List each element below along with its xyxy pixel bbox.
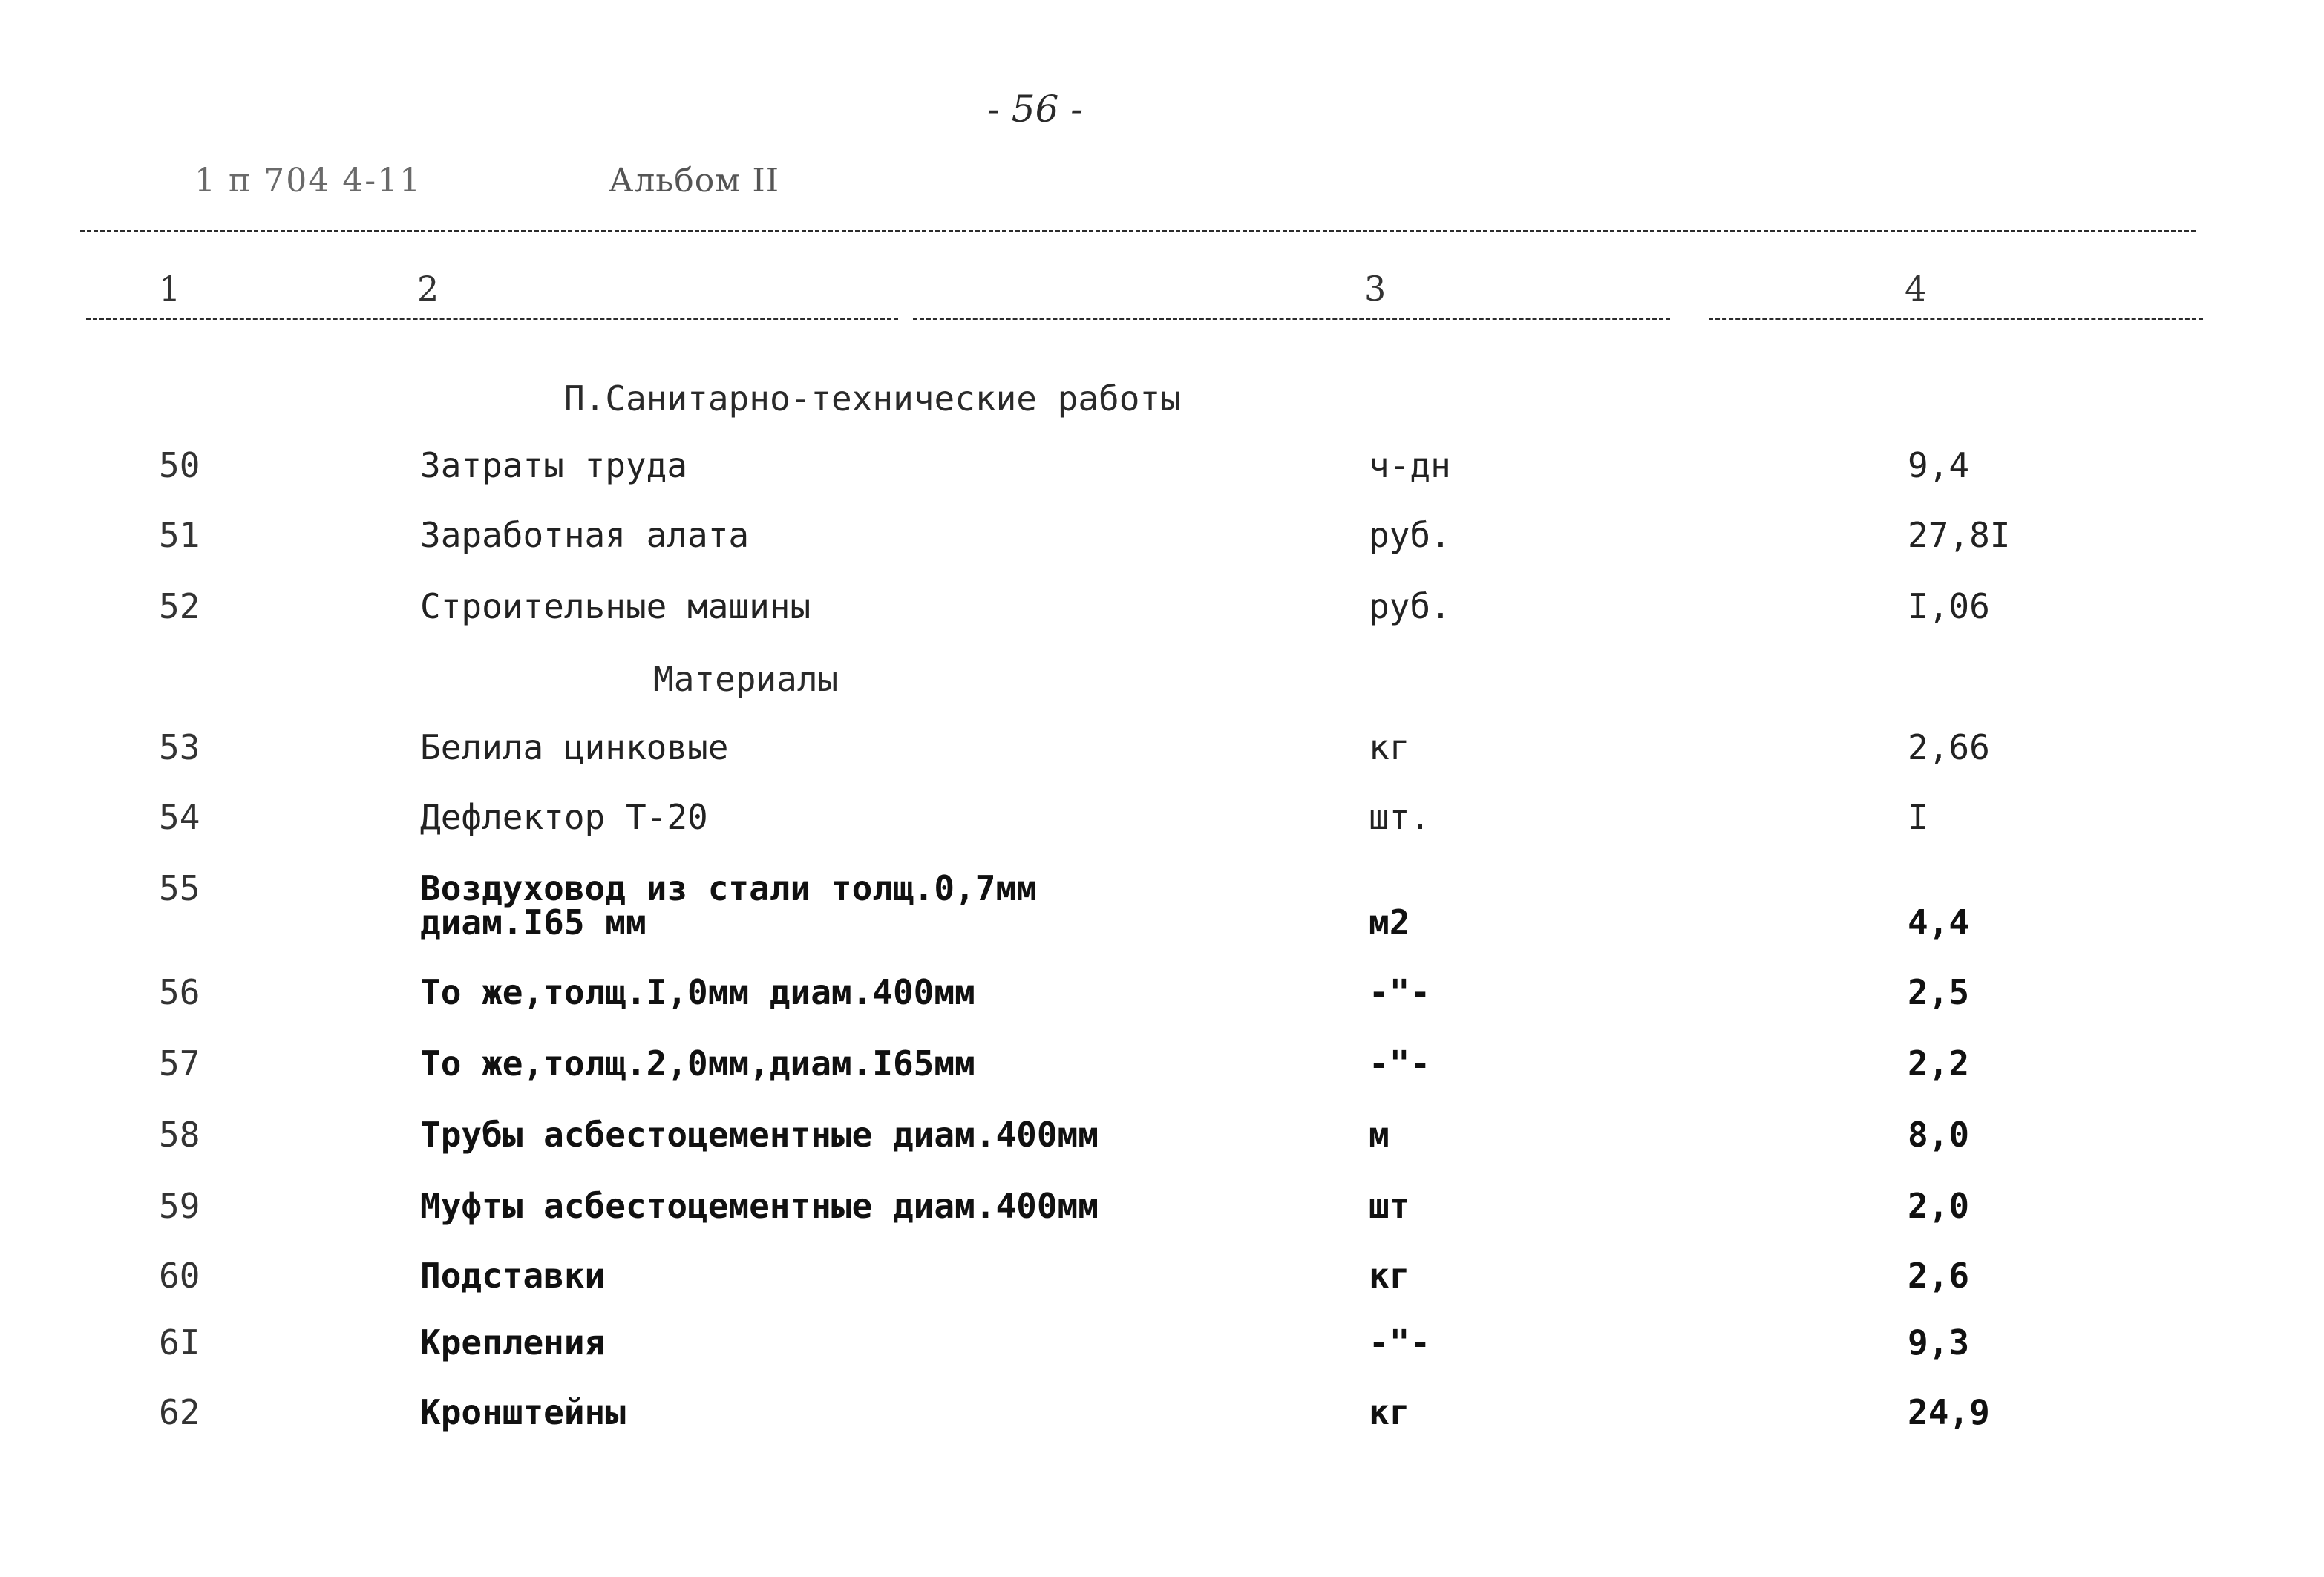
item-value: I xyxy=(1908,797,1928,837)
column-header-4: 4 xyxy=(1905,269,1927,309)
item-name: Крепления xyxy=(420,1322,606,1363)
item-name: Трубы асбестоцементные диам.400мм xyxy=(420,1115,1099,1155)
row-number: 58 xyxy=(159,1115,200,1155)
item-unit: руб. xyxy=(1369,586,1451,626)
section-title-sanitary: П.Санитарно-технические работы xyxy=(564,378,1181,419)
item-name: Воздуховод из стали толщ.0,7мм xyxy=(420,868,1037,908)
item-value: 4,4 xyxy=(1908,902,1970,942)
item-value: 27,8I xyxy=(1908,515,2011,555)
row-number: 50 xyxy=(159,445,200,485)
item-value: I,06 xyxy=(1908,586,1990,626)
page-number: - 56 - xyxy=(987,88,1084,131)
item-unit: шт xyxy=(1369,1186,1410,1226)
item-name: Дефлектор Т-20 xyxy=(420,797,708,837)
item-value: 9,4 xyxy=(1908,445,1970,485)
item-name: Кронштейны xyxy=(420,1392,626,1432)
row-number: 52 xyxy=(159,586,200,626)
column-head-rule-1 xyxy=(86,318,898,320)
column-head-rule-2 xyxy=(913,318,1670,320)
item-value: 24,9 xyxy=(1908,1392,1990,1432)
column-head-rule-3 xyxy=(1709,318,2203,320)
item-name: Строительные машины xyxy=(420,586,811,626)
item-name: То же,толщ.I,0мм диам.400мм xyxy=(420,972,975,1012)
row-number: 60 xyxy=(159,1256,200,1296)
item-unit: ч-дн xyxy=(1369,445,1451,485)
item-name: Затраты труда xyxy=(420,445,688,485)
row-number: 51 xyxy=(159,515,200,555)
column-header-1: 1 xyxy=(159,269,181,309)
item-unit: шт. xyxy=(1369,797,1431,837)
item-value: 9,3 xyxy=(1908,1322,1970,1363)
item-value: 2,6 xyxy=(1908,1256,1970,1296)
row-number: 56 xyxy=(159,972,200,1012)
row-number: 59 xyxy=(159,1186,200,1226)
item-unit: кг xyxy=(1369,1256,1410,1296)
item-unit: м xyxy=(1369,1115,1390,1155)
item-value: 8,0 xyxy=(1908,1115,1970,1155)
album-label: Альбом II xyxy=(609,162,780,200)
header-rule xyxy=(80,230,2196,232)
item-unit: кг xyxy=(1369,727,1410,767)
item-value: 2,0 xyxy=(1908,1186,1970,1226)
item-unit: -"- xyxy=(1369,972,1431,1012)
item-name-continued: диам.I65 мм xyxy=(420,902,647,942)
item-name: Заработная алата xyxy=(420,515,750,555)
item-unit: кг xyxy=(1369,1392,1410,1432)
item-name: Подставки xyxy=(420,1256,606,1296)
item-name: То же,толщ.2,0мм,диам.I65мм xyxy=(420,1043,975,1083)
column-header-3: 3 xyxy=(1364,269,1387,309)
item-unit: -"- xyxy=(1369,1043,1431,1083)
item-value: 2,2 xyxy=(1908,1043,1970,1083)
item-unit: -"- xyxy=(1369,1322,1431,1363)
item-unit: руб. xyxy=(1369,515,1451,555)
column-header-2: 2 xyxy=(417,269,439,309)
item-value: 2,5 xyxy=(1908,972,1970,1012)
document-code: 1 п 704 4-11 xyxy=(194,162,422,200)
row-number: 62 xyxy=(159,1392,200,1432)
item-value: 2,66 xyxy=(1908,727,1990,767)
row-number: 55 xyxy=(159,868,200,908)
row-number: 53 xyxy=(159,727,200,767)
item-unit: м2 xyxy=(1369,902,1410,942)
row-number: 54 xyxy=(159,797,200,837)
row-number: 6I xyxy=(159,1322,200,1363)
item-name: Муфты асбестоцементные диам.400мм xyxy=(420,1186,1099,1226)
row-number: 57 xyxy=(159,1043,200,1083)
item-name: Белила цинковые xyxy=(420,727,729,767)
section-title-materials: Материалы xyxy=(653,659,839,699)
